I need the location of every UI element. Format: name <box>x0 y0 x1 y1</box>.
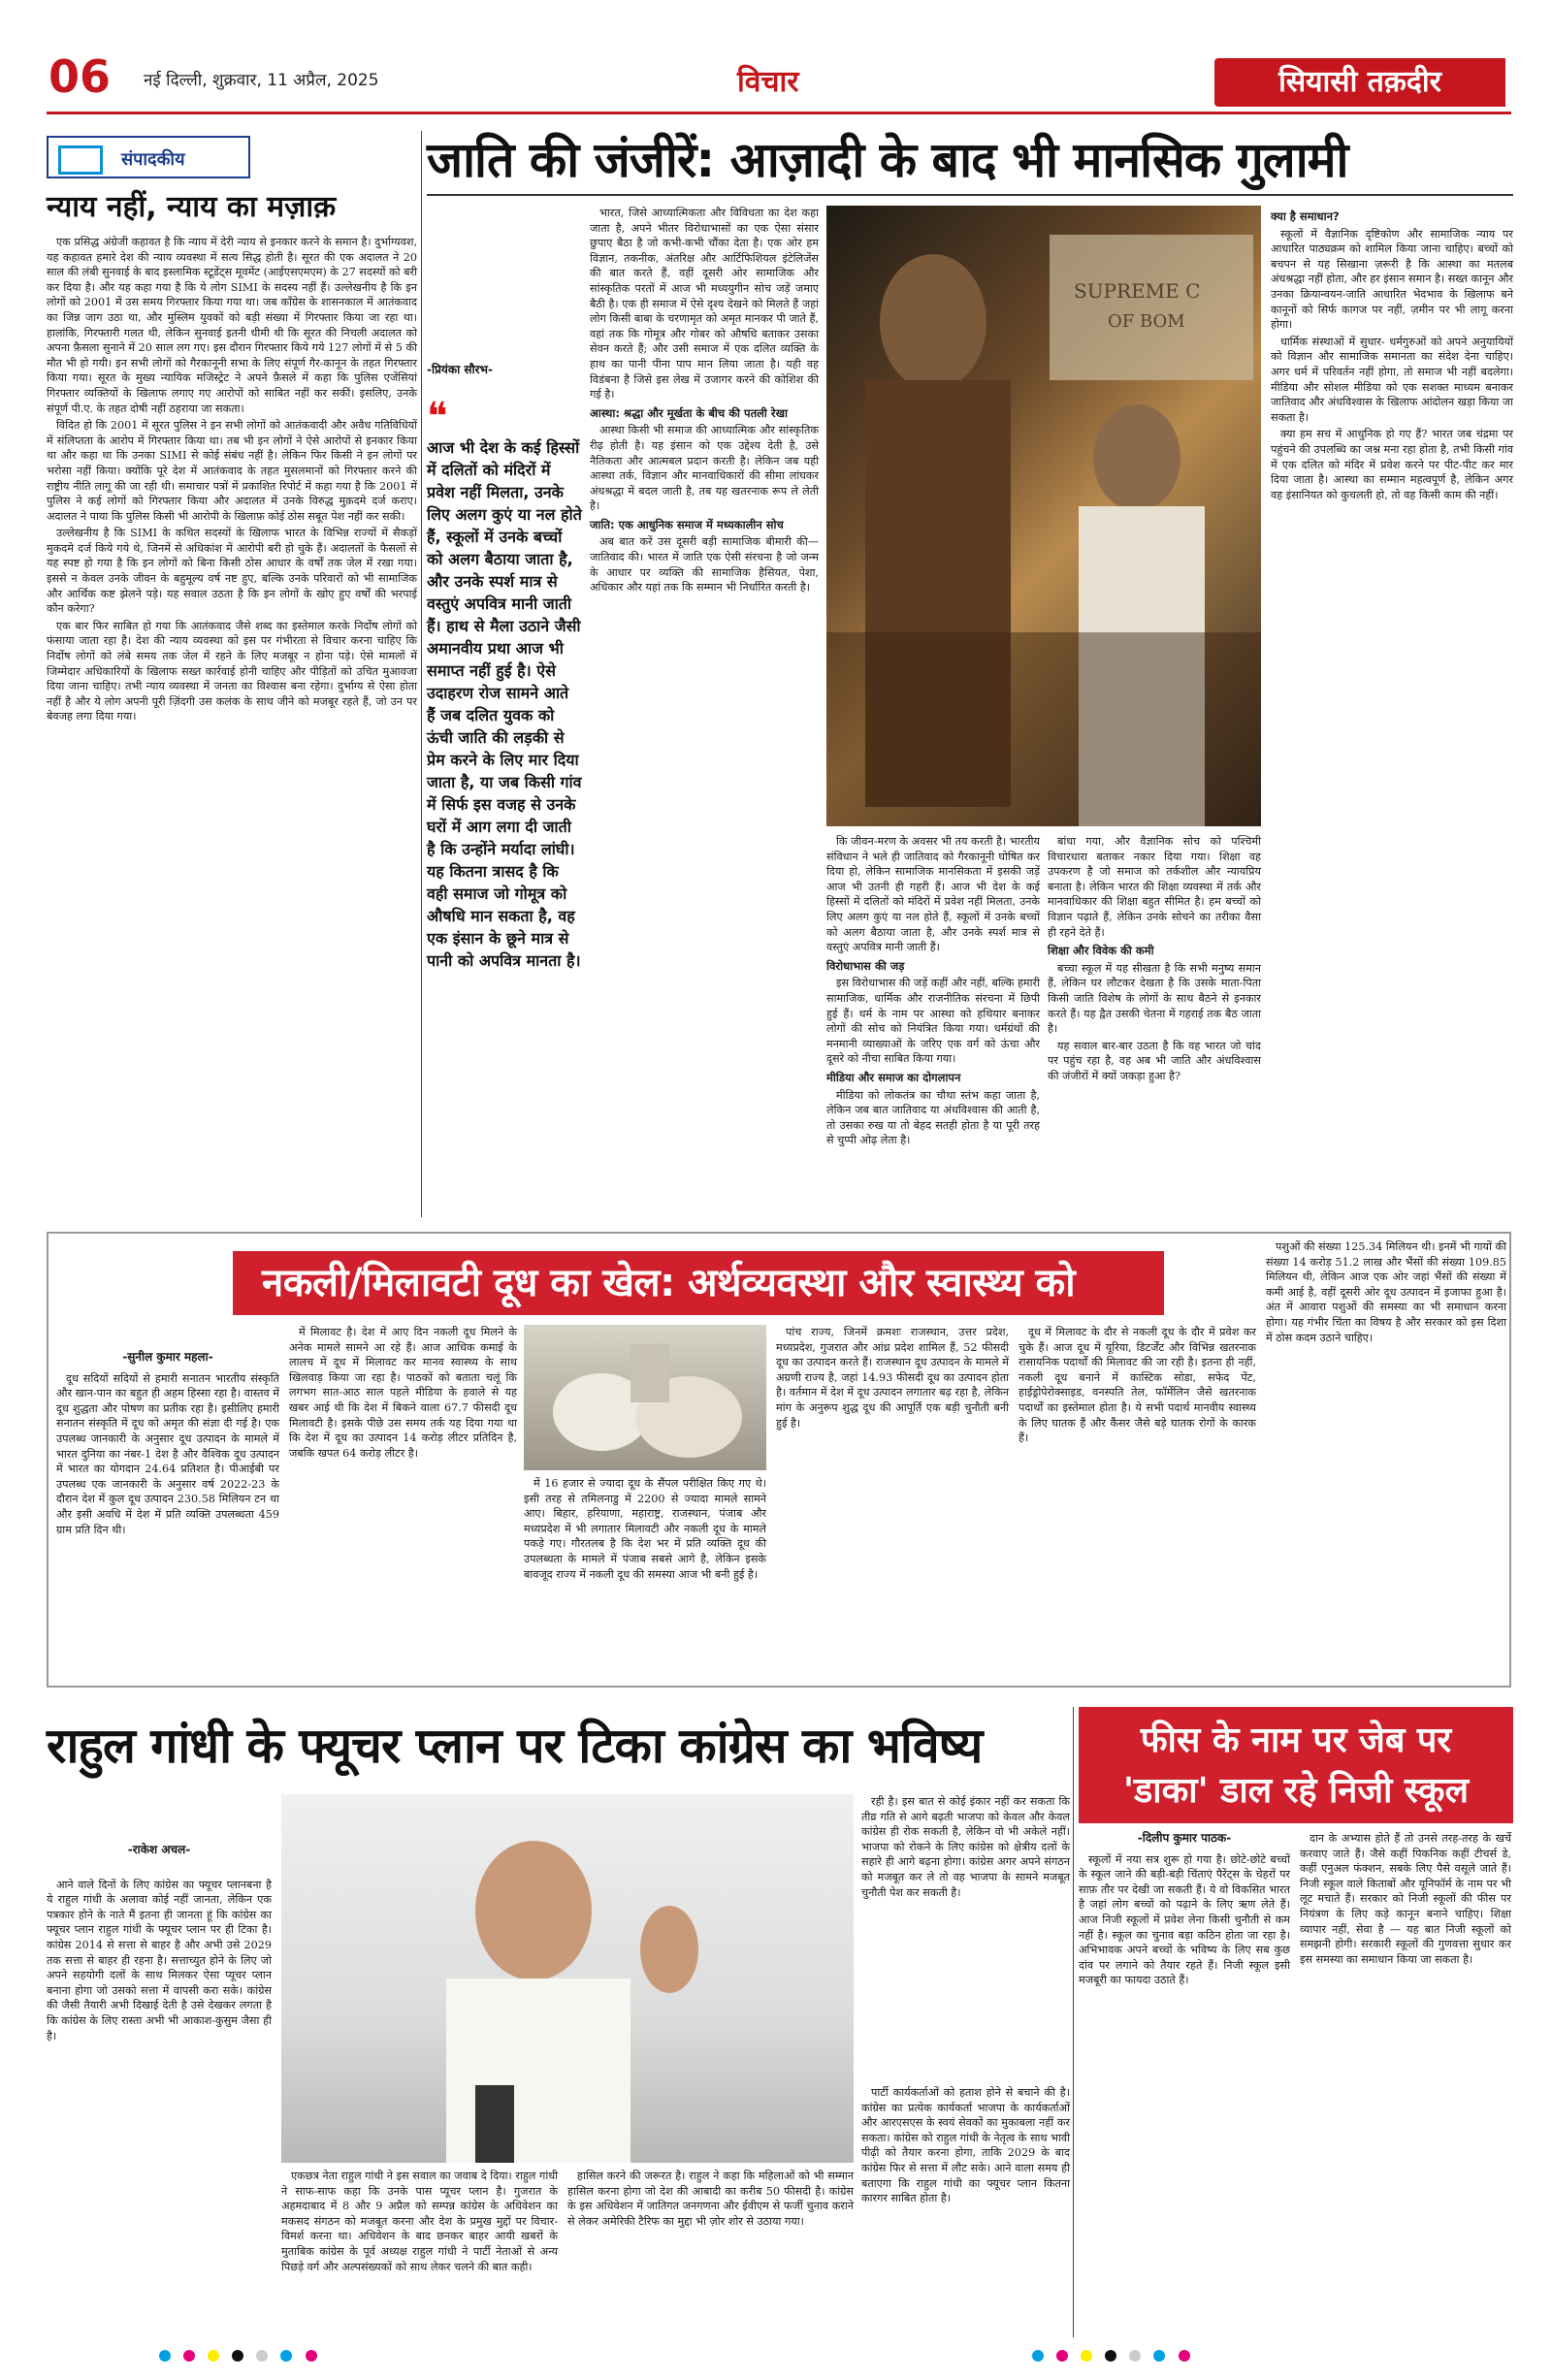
milk-column-3 <box>524 1476 766 1678</box>
rahul-headline: राहुल गांधी के फ्यूचर प्लान पर टिका कांग्रेस का भविष्य <box>47 1718 983 1774</box>
milk-column-6 <box>1266 1239 1506 1678</box>
lead-paragraph: स्कूलों में वैज्ञानिक दृष्टिकोण और सामाजिक न्याय पर आधारित पाठ्यक्रम को शामिल किया जाना चाहिए। बच्चों को बचपन से यह सिखाना ज़रूरी है कि आस्था का मतलब अंधश्रद्धा नहीं होता, और हर इंसान समान है। सख्त कानून और उनका क्रियान्वयन-जाति आधारित भेदभाव के खिलाफ बने कानूनों को सिर्फ कागज पर नहीं, ज़मीन पर भी लागू करना होगा। <box>1271 227 1513 332</box>
lead-subhead: विरोधाभास की जड़ <box>826 958 905 973</box>
editorial-title: न्याय नहीं, न्याय का मज़ाक़ <box>47 190 337 224</box>
lead-paragraph: क्या हम सच में आधुनिक हो गए हैं? भारत जब चंद्रमा पर पहुंचने की उपलब्धि का जश्न मना रहा होता है, तभी किसी गांव में एक दलित को मंदिर में प्रवेश करने पर पीट-पीट कर मार दिया जाता है। आस्था का सम्मान महत्वपूर्ण है, लेकिन अगर वह इंसानियत को कुचलती हो, तो वह किसी काम की नहीं। <box>1271 428 1513 501</box>
lead-paragraph: बच्चा स्कूल में यह सीखता है कि सभी मनुष्य समान हैं, लेकिन घर लौटकर देखता है कि उसके माता-पिता किसी जाति विशेष के लोगों के साथ बैठने से इनकार करते हैं। यह द्वैत उसकी चेतना में गहराई तक बैठ जाता है। <box>1048 961 1261 1036</box>
milk-column-1 <box>56 1325 279 1678</box>
registration-marks-right <box>1028 2347 1397 2364</box>
milk-paragraph: पांच राज्य, जिनमें क्रमशः राजस्थान, उत्तर प्रदेश, मध्यप्रदेश, गुजरात और आंध्र प्रदेश शामिल हैं, 52 फीसदी दूध का उत्पादन करते हैं। राजस्थान दूध उत्पादन के मामले में अग्रणी राज्य है, जहां 14.93 फीसदी दूध का उत्पादन होता है। वर्तमान में देश में दूध उत्पादन लगातार बढ़ रहा है, लेकिन मांग के अनुरूप शुद्ध दूध की आपूर्ति एक बड़ी चुनौती बनी हुई है। <box>776 1326 1009 1430</box>
fee-column-1 <box>1079 1831 1290 2333</box>
lead-paragraph: आस्था किसी भी समाज की आध्यात्मिक और सांस्कृतिक रीढ़ होती है। यह इंसान को एक उद्देश्य देती है, उसे नैतिकता और आत्मबल प्रदान करती है। लेकिन जब यही आस्था तर्क, विज्ञान और मानवाधिकारों की सीमा लांघकर अंधश्रद्धा में बदल जाती है, तब यह खतरनाक रूप ले लेती है। <box>590 424 819 513</box>
lead-paragraph: यह सवाल बार-बार उठता है कि वह भारत जो चांद पर पहुंच रहा है, वह अब भी जाति और अंधविश्वास की जंजीरों में क्यों जकड़ा हुआ है? <box>1048 1039 1261 1082</box>
masthead <box>0 0 1552 116</box>
color-dot-black <box>232 2350 243 2362</box>
lead-byline: -प्रियंका सौरभ- <box>427 363 493 376</box>
editorial-paragraph: एक प्रसिद्ध अंग्रेजी कहावत है कि न्याय में देरी न्याय से इनकार करने के समान है। दुर्भाग्यवश, यह कहावत हमारे देश की न्याय व्यवस्था में सत्य सिद्ध होती है। सूरत की एक अदालत ने 20 साल की लंबी सुनवाई के बाद इस्लामिक स्टूडेंट्स मूवमेंट (आईएसएमएम) के 27 सदस्यों को बरी कर दिया है। और यह कहा गया है कि ये लोग SIMI के सदस्य नहीं हैं। उल्लेखनीय है कि इन लोगों को 2001 में उस समय गिरफ्तार किया गया था। जब काँग्रेस के शासनकाल में आतंकवाद का जिन्न जाग उठा था, और मुस्लिम युवकों को बड़ी संख्या में गिरफ्तार किया जा रहा था। हालांकि, गिरफ्तारी गलत थी, लेकिन सुनवाई इतनी धीमी थी कि सूरत की निचली अदालत को अपना फ़ैसला सुनाने में 20 साल लग गए। इस दौरान गिरफ्तार किये गये 127 लोगों में से 5 की मौत भी हो गयी। इन सभी लोगों को गैरकानूनी सभा के लिए संपूर्ण गैर-कानून के तहत गिरफ्तार किया गया। सूरत के मुख्य न्यायिक मजिस्ट्रेट ने अपने फ़ैसले में कहा कि पुलिस एजेंसियां गिरफ्तार व्यक्तियों के खिलाफ लगाए गए आरोपों को साबित नहीं कर सकीं। इसलिए, उनके संपूर्ण पी.ए. के तहत दोषी नहीं ठहराया जा सकता। <box>47 236 417 415</box>
color-dot-magenta <box>183 2350 195 2362</box>
rahul-column-3 <box>567 2169 854 2333</box>
lead-headline <box>427 126 1513 196</box>
lead-subhead: क्या है समाधान? <box>1271 209 1340 223</box>
milk-paragraph: पशुओं की संख्या 125.34 मिलियन थी। इनमें भी गायों की संख्या 14 करोड़ 51.2 लाख और भैंसों की संख्या 109.85 मिलियन थी, लेकिन आज एक ओर जहां भैंसों की संख्या में कमी आई है, वहीं दूसरी ओर दूध उत्पादन में इजाफा हुआ है। अंत में आवारा पशुओं की समस्या का भी समाधान करना होगा। यह गंभीर चिंता का विषय है और सरकार को इस दिशा में ठोस कदम उठाने चाहिए। <box>1266 1240 1506 1344</box>
rahul-paragraph: हासिल करने की जरूरत है। राहुल ने कहा कि महिलाओं को भी सम्मान हासिल करना होगा जो देश की आबादी का करीब 50 फीसदी है। कांग्रेस के इस अधिवेशन में जातिगत जनगणना और ईवीएम से फर्जी चुनाव कराने से लेकर अमेरिकी टैरिफ का मुद्दा भी ज़ोर शोर से उठाया गया। <box>567 2170 854 2228</box>
milk-pot-illustration <box>524 1325 766 1470</box>
lead-paragraph: धार्मिक संस्थाओं में सुधार- धर्मगुरुओं को अपने अनुयायियों को विज्ञान और सामाजिक समानता का संदेश देना चाहिए। अगर धर्म में परिवर्तन नहीं होगा, तो समाज भी नहीं बदलेगा। मीडिया और सोशल मीडिया को एक सशक्त माध्यम बनाकर जातिवाद और अंधविश्वास के खिलाफ आंदोलन खड़ा किया जा सकता है। <box>1271 335 1513 424</box>
lead-subhead: जाति: एक आधुनिक समाज में मध्यकालीन सोच <box>590 517 784 531</box>
fee-column-2 <box>1300 1831 1511 2333</box>
rahul-column-5 <box>861 2085 1070 2332</box>
lead-paragraph: इस विरोधाभास की जड़ें कहीं और नहीं, बल्कि हमारी सामाजिक, धार्मिक और राजनीतिक संरचना में छिपी हुई हैं। धर्म के नाम पर आस्था को हथियार बनाकर लोगों की सोच को नियंत्रित किया गया। धर्मग्रंथों की मनमानी व्याख्याओं के जरिए एक वर्ग को ऊंचा और दूसरे को नीचा साबित किया गया। <box>826 977 1040 1066</box>
milk-paragraph: दूध सदियों सदियों से हमारी सनातन भारतीय संस्कृति और खान-पान का बहुत ही अहम हिस्सा रहा है। वास्तव में दूध शुद्धता और पोषण का प्रतीक रहा है। इसीलिए हमारी सनातन संस्कृति में दूध को अमृत की संज्ञा दी गई है। एक उपलब्ध जानकारी के अनुसार दूध उत्पादन के मामले में भारत दुनिया का नंबर-1 देश है और वैश्विक दूध उत्पादन में भारत का योगदान 24.64 प्रतिशत है। पीआईबी पर उपलब्ध एक जानकारी के अनुसार वर्ष 2022-23 के दौरान देश में कुल दूध उत्पादन 230.58 मिलियन टन था और इसी अवधि में देश में प्रति व्यक्ति उपलब्धता 459 ग्राम प्रति दिन थी। <box>56 1371 279 1536</box>
pull-quote <box>427 395 582 970</box>
lead-subhead: आस्था: श्रद्धा और मूर्खता के बीच की पतली रेखा <box>590 405 788 420</box>
rahul-paragraph: रही है। इस बात से कोई इंकार नहीं कर सकता कि तीव्र गति से आगे बढ़ती भाजपा को केवल और केवल कांग्रेस ही रोक सकती है, लेकिन वो भी अकेले नहीं। भाजपा को रोकने के लिए कांग्रेस को क्षेत्रीय दलों के सहारे ही आगे बढ़ना होगा। कांग्रेस अगर अपने संगठन को मजबूत कर ले तो वह भाजपा के सामने मजबूत चुनौती पेश कर सकती है। <box>861 1795 1070 1899</box>
svg-text:OF BOM: OF BOM <box>1108 311 1185 332</box>
column-rule <box>421 131 422 1217</box>
editorial-paragraph: एक बार फिर साबित हो गया कि आतंकवाद जैसे शब्द का इस्तेमाल करके निर्दोष लोगों को फंसाया जाता रहा है। देश की न्याय व्यवस्था को इस पर गंभीरता से विचार करना चाहिए कि निर्दोष लोगों को लंबे समय तक जेल में रहने के लिए मजबूर न होना पड़े। ऐसे मामलों में जिम्मेदार अधिकारियों के खिलाफ सख्त कार्रवाई होनी चाहिए और पीड़ितों को उचित मुआवजा दिया जाना चाहिए। तभी न्याय व्यवस्था में जनता का विश्वास बना रहेगा। दुर्भाग्य से ऐसा होता नहीं है और ये लोग अपनी पूरी ज़िंदगी उस कलंक के साथ जीने को मजबूर रहते हैं, जो उन पर बेवजह लगा दिया गया। <box>47 619 417 724</box>
lead-subhead: शिक्षा और विवेक की कमी <box>1048 944 1154 958</box>
color-dot-black <box>1105 2350 1116 2362</box>
section-title: विचार <box>737 65 799 99</box>
lead-column-3 <box>1048 834 1261 1214</box>
milk-column-5 <box>1018 1325 1256 1678</box>
lead-column-1 <box>590 206 819 1214</box>
milk-column-2 <box>289 1325 517 1678</box>
editorial-paragraph: विदित हो कि 2001 में सूरत पुलिस ने इन सभी लोगों को आतंकवादी और अवैध गतिविधियों में संलिप्तता के आरोप में गिरफ्तार किया था। तब भी इन लोगों ने ऐसे आरोपों से इनकार किया था और कहा था कि उनका SIMI से कोई संबंध नहीं है। लेकिन फिर किसी ने इन लोगों पर भरोसा नहीं किया। क्योंकि पूरे देश में आतंकवाद के तहत मुसलमानों को गिरफ्तार करने की राष्ट्रीय नीति लागू की जा रही थी। समाचार पत्रों में प्रकाशित रिपोर्ट में कहा गया है कि 2001 में पुलिस ने कई लोगों को गिरफ्तार किया और अदालत में उनके विरुद्ध मुक़दमे दर्ज कराए। अदालत ने पाया कि पुलिस किसी भी आरोपी के खिलाफ़ कोई ठोस सबूत पेश नहीं कर सकी। <box>47 419 417 523</box>
color-dot-grey <box>1129 2350 1141 2362</box>
top-divider <box>47 112 1511 114</box>
section-right-tag: सियासी तक़दीर <box>1214 58 1505 107</box>
fee-headline-line-2: 'डाका' डाल रहे निजी स्कूल <box>1123 1771 1469 1811</box>
lead-paragraph: बांधा गया, और वैज्ञानिक सोच को पश्चिमी विचारधारा बताकर नकार दिया गया। शिक्षा वह उपकरण है जो समाज को तर्कशील और न्यायप्रिय बनाता है। लेकिन भारत की शिक्षा व्यवस्था में तर्क और मानवाधिकार की शिक्षा बहुत सीमित है। हम बच्चों को विज्ञान पढ़ाते हैं, लेकिन उनके सोचने का तरीका वैसा ही रहने देते हैं। <box>1048 835 1261 939</box>
color-dot-grey <box>256 2350 268 2362</box>
svg-text:SUPREME C: SUPREME C <box>1074 279 1201 303</box>
rahul-paragraph: एकछत्र नेता राहुल गांधी ने इस सवाल का जवाब दे दिया। राहुल गांधी ने साफ-साफ कहा कि उनके पास प्यूचर प्लान है। गुजरात के अहमदाबाद में 8 और 9 अप्रैल को सम्पन्न कांग्रेस के अधिवेशन का मकसद संगठन को मजबूत करना और देश के प्रमुख मुद्दों पर विचार-विमर्श करना था। अधिवेशन के बाद छनकर बाहर आयी खबरों के मुताबिक कांग्रेस के पूर्व अध्यक्ष राहुल गांधी ने पार्टी नेताओं से अन्य पिछड़े वर्ग और अल्पसंख्यकों को साथ लेकर चलने की बात कही। <box>281 2170 558 2273</box>
rahul-byline: -राकेश अचल- <box>127 1843 191 1856</box>
fee-headline-line-1: फीस के नाम पर जेब पर <box>1140 1721 1452 1760</box>
milk-headline: नकली/मिलावटी दूध का खेल: अर्थव्यवस्था और स्वास्थ्य को चंपत! <box>233 1251 1164 1315</box>
milk-paragraph: दूध में मिलावट के दौर से नकली दूध के दौर में प्रवेश कर चुके हैं। आज दूध में यूरिया, डिटर्जेंट और विभिन्न खतरनाक रासायनिक पदार्थों की मिलावट की जा रही है। इतना ही नहीं, नकली दूध बनाने में कास्टिक सोडा, सफेद पेंट, हाईड्रोपेरोक्साइड, वनस्पति तेल, फॉर्मेलिन जैसे खतरनाक पदार्थों का इस्तेमाल होता है। ये सभी पदार्थ मानवीय स्वास्थ्य के लिए घातक हैं और कैंसर जैसे बड़े घातक रोगों के कारक हैं। <box>1018 1326 1256 1445</box>
color-dot-cyan <box>280 2350 292 2362</box>
lead-paragraph: अब बात करें उस दूसरी बड़ी सामाजिक बीमारी की—जातिवाद की। भारत में जाति एक ऐसी संरचना है जो जन्म के आधार पर व्यक्ति की सामाजिक हैसियत, पेशा, अधिकार और यहां तक कि सम्मान भी निर्धारित करती है। <box>590 535 819 595</box>
fee-paragraph: दान के अभ्यास होते हैं तो उनसे तरह-तरह के खर्चे करवाए जाते हैं। जैसे कहीं पिकनिक कहीं टीचर्स डे, कहीं एनुअल फंक्शन, सबके लिए पैसे वसूले जाते हैं। निजी स्कूल वाले किताबों और यूनिफॉर्म के नाम पर भी लूट मचाते हैं। सरकार को निजी स्कूलों की फीस पर नियंत्रण के लिए कड़े कानून बनाने चाहिए। शिक्षा व्यापार नहीं, सेवा है — यह बात निजी स्कूलों को समझनी होगी। सरकारी स्कूलों की गुणवत्ता सुधार कर इस समस्या का समाधान किया जा सकता है। <box>1300 1832 1511 1966</box>
registration-marks-left <box>155 2347 524 2364</box>
color-dot-yellow <box>208 2350 219 2362</box>
lead-paragraph: भारत, जिसे आध्यात्मिकता और विविधता का देश कहा जाता है, अपने भीतर विरोधाभासों का एक ऐसा संसार छुपाए बैठा है जो कभी-कभी चौंका देता है। एक ओर हम विज्ञान, तकनीक, अंतरिक्ष और आर्टिफिशियल इंटेलिजेंस की बात करते हैं, वहीं दूसरी ओर सामाजिक और सांस्कृतिक परतों में आज भी मध्ययुगीन सोच जड़ें जमाए बैठी है। एक ही समाज में ऐसे दृश्य देखने को मिलते हैं जहां लोग किसी बाबा के चरणामृत को अमृत मानकर पी जाते हैं, वहां तक कि गोमूत्र और गोबर को औषधि बताकर उसका सेवन करते हैं; और उसी समाज में एक दलित व्यक्ति के हाथ का पानी पीना पाप मान लिया जाता है। यही वह विडंबना है जिसे इस लेख में उजागर करने की कोशिश की गई है। <box>590 207 819 402</box>
film-stills-illustration <box>826 206 1261 826</box>
editorial-label: संपादकीय <box>121 149 185 170</box>
editorial-label-box <box>47 136 250 178</box>
milk-byline: -सुनील कुमार महला- <box>122 1350 213 1364</box>
dateline: नई दिल्ली, शुक्रवार, 11 अप्रैल, 2025 <box>144 71 379 90</box>
lead-subhead: मीडिया और समाज का दोगलापन <box>826 1070 961 1084</box>
color-dot-cyan <box>1153 2350 1165 2362</box>
milk-photo <box>524 1325 766 1470</box>
milk-paragraph: में मिलावट है। देश में आए दिन नकली दूध मिलने के अनेक मामले सामने आ रहे हैं। आज आधिक कमाई के लालच में दूध में मिलावट कर मानव स्वास्थ्य के साथ खिलवाड़ किया जा रहा है। पाठकों को बताता चलूं कि लगभग सात-आठ साल पहले मीडिया के हवाले से यह खबर आई थी कि देश में बिकने वाला 67.7 फीसदी दूध मिलावटी है। इसके पीछे उस समय तर्क यह दिया गया था कि देश में दूध का उत्पादन 14 करोड़ लीटर प्रतिदिन है, जबकि खपत 64 करोड़ लीटर है। <box>289 1326 517 1460</box>
fee-paragraph: स्कूलों में नया सत्र शुरू हो गया है। छोटे-छोटे बच्चों के स्कूल जाने की बड़ी-बड़ी चिंताएं पैरेंट्स के चेहरों पर साफ़ तौर पर देखी जा सकती हैं। ये वो विकसित भारत है जहां लोग बच्चों को पढ़ाने के लिए ऋण लेते हैं। आज निजी स्कूलों में प्रवेश लेना किसी चुनौती से कम नहीं है। स्कूल का चुनाव बड़ा कठिन होता जा रहा है। अभिभावक अपने बच्चों के भविष्य के लिए सब कुछ दांव पर लगाने को तैयार रहते हैं। निजी स्कूल इसी मजबूरी का फायदा उठाते हैं। <box>1079 1852 1290 1987</box>
quote-mark-icon: ❝ <box>427 395 448 439</box>
column-rule <box>1073 1707 1074 2337</box>
lead-column-4 <box>1271 206 1513 1214</box>
color-dot-cyan <box>1032 2350 1044 2362</box>
editorial-body <box>47 235 417 1214</box>
rahul-paragraph: पार्टी कार्यकर्ताओं को हताश होने से बचाने की है। कांग्रेस का प्रत्येक कार्यकर्ता भाजपा के कार्यकर्ताओं और आरएसएस के स्वयं सेवकों का मुकाबला नहीं कर सकता। कांग्रेस को राहुल गांधी के नेतृत्व के साथ भावी पीढ़ी को तैयार करना होगा, ताकि 2029 के बाद कांग्रेस फिर से सत्ता में लौट सके। आने वाला समय ही बताएगा कि राहुल गांधी का फ्यूचर प्लान कितना कारगर साबित होता है। <box>861 2086 1070 2205</box>
rahul-photo <box>281 1794 854 2163</box>
lead-photo-collage <box>826 206 1261 826</box>
editorial-square-icon <box>58 145 103 175</box>
fee-headline-box <box>1079 1707 1513 1823</box>
color-dot-magenta <box>1056 2350 1068 2362</box>
fee-byline: -दिलीप कुमार पाठक- <box>1137 1831 1232 1845</box>
milk-paragraph: में 16 हजार से ज्यादा दूध के सैंपल परीक्षित किए गए थे। इसी तरह से तमिलनाडु में 2200 से ज्यादा मामले सामने आए। बिहार, हरियाणा, महाराष्ट्र, राजस्थान, पंजाब और मध्यप्रदेश में भी लगातार मिलावटी और नकली दूध के मामले पकड़े गए। गौरतलब है कि देश भर में प्रति व्यक्ति दूध की उपलब्धता के मामले में पंजाब सबसे आगे है, लेकिन इसके बावजूद राज्य में नकली दूध की समस्या आज भी बनी हुई है। <box>524 1477 766 1581</box>
lead-headline-text: जाति की जंजीरें: आज़ादी के बाद भी मानसिक गुलामी <box>427 132 1348 188</box>
pull-quote-text: आज भी देश के कई हिस्सों में दलितों को मंदिरों में प्रवेश नहीं मिलता, उनके लिए अलग कुएं या नल होते हैं, स्कूलों में उनके बच्चों को अलग बैठाया जाता है, और उनके स्पर्श मात्र से वस्तुएं अपवित्र मानी जाती हैं। हाथ से मैला उठाने जैसी अमानवीय प्रथा आज भी समाप्त नहीं हुई है। ऐसे उदाहरण रोज सामने आते हैं जब दलित युवक को ऊंची जाति की लड़की से प्रेम करने के लिए मार दिया जाता है, या जब किसी गांव में सिर्फ इस वजह से उनके घरों में आग लगा दी जाती है कि उन्होंने मर्यादा लांघी। यह कितना त्रासद है कि वही समाज जो गोमूत्र को औषधि मान सकता है, वह एक इंसान के छूने मात्र से पानी को अपवित्र मानता है। <box>427 438 582 970</box>
speaker-illustration <box>281 1794 854 2163</box>
rahul-column-2 <box>281 2169 558 2333</box>
color-dot-magenta <box>306 2350 317 2362</box>
color-dot-magenta <box>1179 2350 1190 2362</box>
color-dot-yellow <box>1081 2350 1092 2362</box>
editorial-paragraph: उल्लेखनीय है कि SIMI के कथित सदस्यों के खिलाफ भारत के विभिन्न राज्यों में सैकड़ों मुकदमे दर्ज किये गये थे, जिनमें से अधिकांश में आरोपी बरी हो चुके हैं। अदालतों के फैसलों से यह स्पष्ट हो गया है कि इन लोगों को बिना किसी ठोस आधार के वर्षों तक जेल में रखा गया। इससे न केवल उनके जीवन के बहुमूल्य वर्ष नष्ट हुए, बल्कि उनके परिवारों को भी सामाजिक और आर्थिक कष्ट झेलने पड़े। यह सवाल उठता है कि इन लोगों के खोए हुए वर्षों की भरपाई कौन करेगा? <box>47 527 417 616</box>
rahul-paragraph: आने वाले दिनों के लिए कांग्रेस का फ्यूचर प्लानबना है ये राहुल गांधी के अलावा कोई नहीं जानता, लेकिन एक पत्रकार होने के नाते मैं इतना ही जानता हूं कि कांग्रेस का फ्यूचर प्लान राहुल गांधी के फ्यूचर प्लान पर ही टिका है। कांग्रेस 2014 से सत्ता से बाहर है और अभी उसे 2029 तक सत्ता से बाहर ही रहना है। सत्ताच्युत होने के लिए जो अपने सहयोगी दलों के साथ मिलकर ऐसा प्यूचर प्लान बनाना होगा जो उसको सत्ता में वापसी करा सके। कांग्रेस की जैसी तैयारी अभी दिखाई देती है उसे देखकर लगता है कि कांग्रेस के लिए रास्ता अभी भी आकाश-कुसुम जैसा ही है। <box>47 1878 272 2042</box>
lead-paragraph: मीडिया को लोकतंत्र का चौथा स्तंभ कहा जाता है, लेकिन जब बात जातिवाद या अंधविश्वास की आती है, तो उसका रुख या तो बेहद सतही होता है या पूरी तरह से चुप्पी ओढ़ लेता है। <box>826 1088 1040 1147</box>
rahul-column-1 <box>47 1794 272 2332</box>
milk-column-4 <box>776 1325 1009 1678</box>
color-dot-cyan <box>159 2350 171 2362</box>
lead-column-2 <box>826 834 1040 1214</box>
page-number: 06 <box>48 50 112 103</box>
lead-paragraph: कि जीवन-मरण के अवसर भी तय करती है। भारतीय संविधान ने भले ही जातिवाद को गैरकानूनी घोषित कर दिया हो, लेकिन सामाजिक मानसिकता में इसकी जड़ें आज भी उतनी ही गहरी हैं। आज भी देश के कई हिस्सों में दलितों को मंदिरों में प्रवेश नहीं मिलता, उनके लिए अलग कुएं या नल होते हैं, स्कूलों में उनके बच्चों को अलग बैठाया जाता है, और उनके स्पर्श मात्र से वस्तुएं अपवित्र मानी जाती हैं। <box>826 835 1040 954</box>
headline-underline <box>427 194 1513 196</box>
